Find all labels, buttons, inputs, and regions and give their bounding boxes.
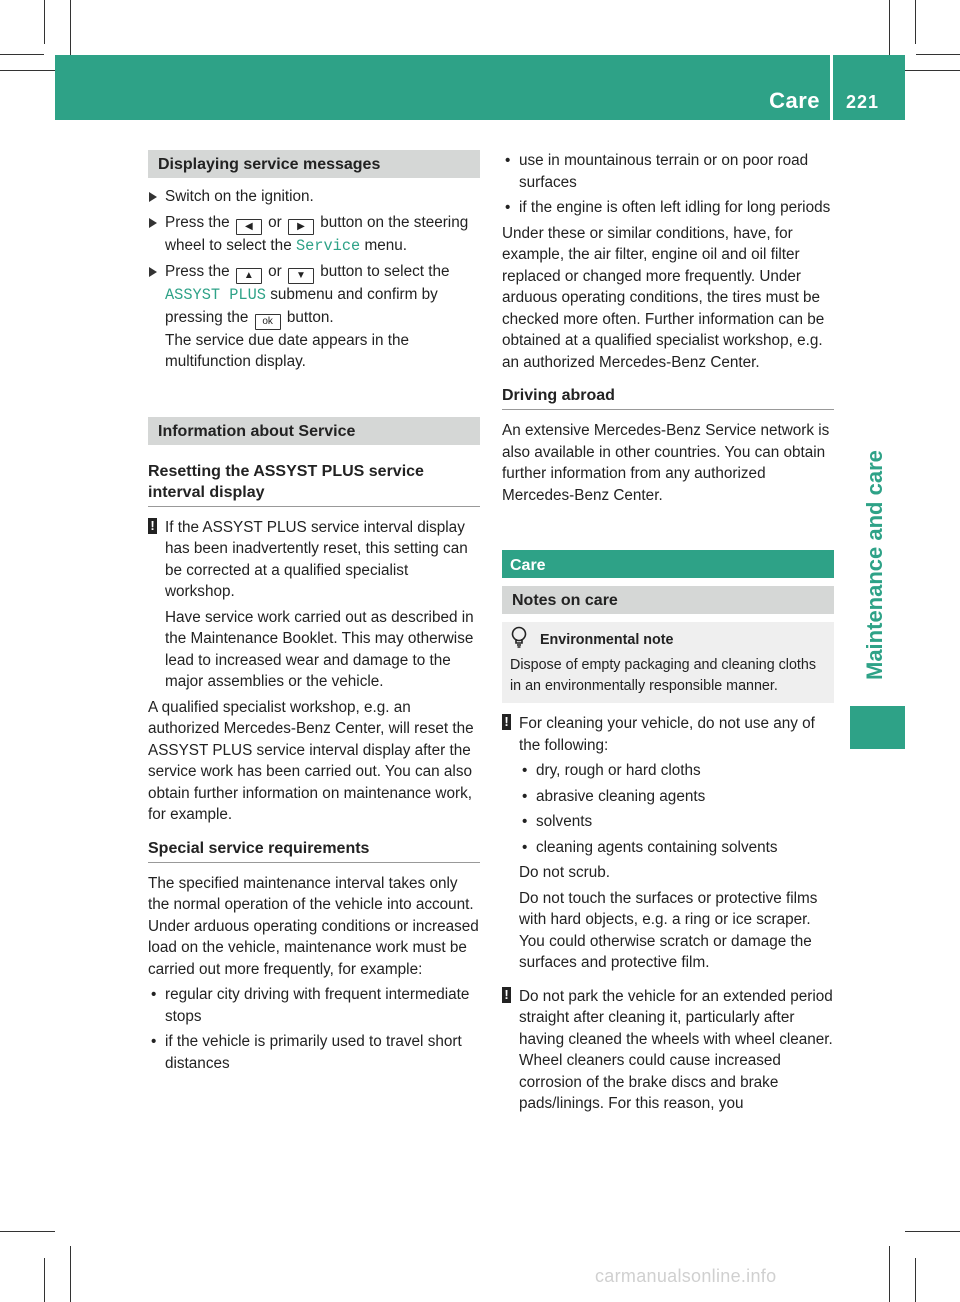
- step-text: Switch on the ignition.: [165, 188, 314, 205]
- down-arrow-key-icon: ▼: [288, 268, 314, 284]
- lightbulb-icon: [510, 626, 528, 650]
- crop-mark: [0, 54, 44, 55]
- list-item: • regular city driving with frequent intermediate stops: [148, 984, 480, 1027]
- section-heading: Information about Service: [148, 417, 480, 445]
- spacer: [148, 377, 480, 417]
- body-paragraph: Under these or similar conditions, have, for example, the air filter, engine oil and oil filter replaced or changed more frequently. Under arduous operating conditions, the tires must be checked more often. Further information can be obtained at a qualified specialist workshop, e.g. an authorized Mercedes-Benz Center.: [502, 224, 825, 371]
- step-text: submenu and confirm by pressing the: [165, 286, 438, 326]
- crop-mark: [889, 1246, 890, 1302]
- right-column: [502, 150, 834, 1119]
- body-paragraph: The specified maintenance interval takes only the normal operation of the vehicle into account. Under arduous operating conditions or increased load on the vehicle, maintenance work must be carried out more frequently, for example:: [148, 874, 479, 978]
- list-item: • solvents: [519, 811, 834, 833]
- side-tab-label: Maintenance and care: [862, 450, 887, 680]
- list-item: • cleaning agents containing solvents: [519, 837, 834, 859]
- spacer: [148, 830, 480, 838]
- list-item: • dry, rough or hard cloths: [519, 760, 834, 782]
- spacer: [148, 453, 480, 461]
- display-submenu-name: ASSYST PLUS: [165, 286, 266, 304]
- subsection-heading: Resetting the ASSYST PLUS service interval display: [148, 461, 480, 507]
- spacer: [502, 978, 834, 986]
- step-text: Press the: [165, 263, 230, 280]
- left-arrow-key-icon: ◀: [236, 219, 262, 235]
- step-text: or: [268, 263, 282, 280]
- ok-key-icon: ok: [255, 314, 281, 330]
- watermark: carmanualsonline.info: [595, 1266, 777, 1286]
- crop-mark: [0, 1231, 55, 1232]
- step-item: [148, 212, 480, 258]
- subsection-heading: Special service requirements: [148, 838, 480, 863]
- step-text: Press the: [165, 213, 230, 231]
- list-item: • if the vehicle is primarily used to travel short distances: [148, 1031, 480, 1074]
- crop-mark: [44, 1258, 45, 1302]
- crop-mark: [889, 0, 890, 55]
- warning-text: Do not scrub.: [519, 864, 610, 881]
- warning-text: Do not park the vehicle for an extended period straight after cleaning it, particularly after having cleaned the wheels with wheel cleaner. Wheel cleaners could cause increased corrosion of the brake discs and brake pads/linings. For this reason, you: [519, 987, 833, 1112]
- warning-icon: !: [148, 518, 157, 534]
- warning-item: [148, 517, 480, 693]
- warning-text: Do not touch the surfaces or protective films with hard objects, e.g. a ring or ice scraper. You could otherwise scratch or damage the surfaces and protective film.: [519, 889, 818, 971]
- chapter-heading: Care: [502, 550, 834, 578]
- step-text: button to select the: [320, 263, 450, 280]
- warning-text: For cleaning your vehicle, do not use any of the following:: [519, 715, 815, 754]
- warning-item: [502, 713, 834, 974]
- section-heading: Notes on care: [502, 586, 834, 614]
- step-item: [148, 186, 480, 208]
- step-text: button.: [286, 308, 334, 326]
- warning-icon: !: [502, 987, 511, 1003]
- left-column: [148, 150, 480, 1078]
- right-arrow-key-icon: ▶: [288, 219, 314, 235]
- warning-icon: !: [502, 714, 511, 730]
- up-arrow-key-icon: ▲: [236, 268, 262, 284]
- step-item: [148, 261, 480, 373]
- subsection-heading: Driving abroad: [502, 385, 834, 410]
- body-paragraph: An extensive Mercedes-Benz Service network is also available in other countries. You can obtain further information from any authorized Mercedes-Benz Center.: [502, 422, 830, 504]
- warning-text: If the ASSYST PLUS service interval display has been inadvertently reset, this setting can be corrected at a qualified specialist workshop.: [165, 518, 468, 600]
- step-text: menu.: [364, 236, 407, 254]
- crop-mark: [70, 0, 71, 55]
- crop-mark: [0, 70, 55, 71]
- spacer: [502, 377, 834, 385]
- crop-mark: [905, 70, 960, 71]
- crop-mark: [915, 0, 916, 44]
- warning-item: [502, 986, 834, 1115]
- header-separator: [830, 55, 833, 120]
- crop-mark: [915, 1258, 916, 1302]
- spacer: [502, 578, 834, 586]
- display-menu-name: Service: [295, 236, 361, 255]
- environmental-note-title: [510, 630, 826, 651]
- side-tab-block: [850, 706, 905, 749]
- warning-text: Have service work carried out as described in the Maintenance Booklet. This may otherwise lead to increased wear and damage to the major assemblies or the vehicle.: [165, 608, 474, 690]
- environmental-note: [502, 622, 834, 703]
- environmental-note-title-text: Environmental note: [540, 632, 674, 648]
- spacer: [502, 510, 834, 550]
- step-text: or: [268, 213, 282, 231]
- list-item: • use in mountainous terrain or on poor road surfaces: [502, 150, 834, 193]
- page-number: 221: [846, 92, 880, 112]
- header-title: Care: [769, 88, 820, 113]
- crop-mark: [44, 0, 45, 44]
- crop-mark: [916, 54, 960, 55]
- crop-mark: [905, 1231, 960, 1232]
- step-text: button on the steering wheel to select the: [165, 213, 469, 254]
- step-result-text: The service due date appears in the multifunction display.: [165, 331, 410, 370]
- section-heading: Displaying service messages: [148, 150, 480, 178]
- environmental-note-text: Dispose of empty packaging and cleaning cloths in an environmentally responsible manner.: [510, 657, 816, 694]
- body-paragraph: A qualified specialist workshop, e.g. an authorized Mercedes-Benz Center, will reset the ASSYST PLUS service interval display after the service work has been carried out. You can also obtain further information on maintenance work, for example.: [148, 698, 474, 823]
- list-item: • abrasive cleaning agents: [519, 786, 834, 808]
- crop-mark: [70, 1246, 71, 1302]
- list-item: • if the engine is often left idling for long periods: [502, 197, 834, 219]
